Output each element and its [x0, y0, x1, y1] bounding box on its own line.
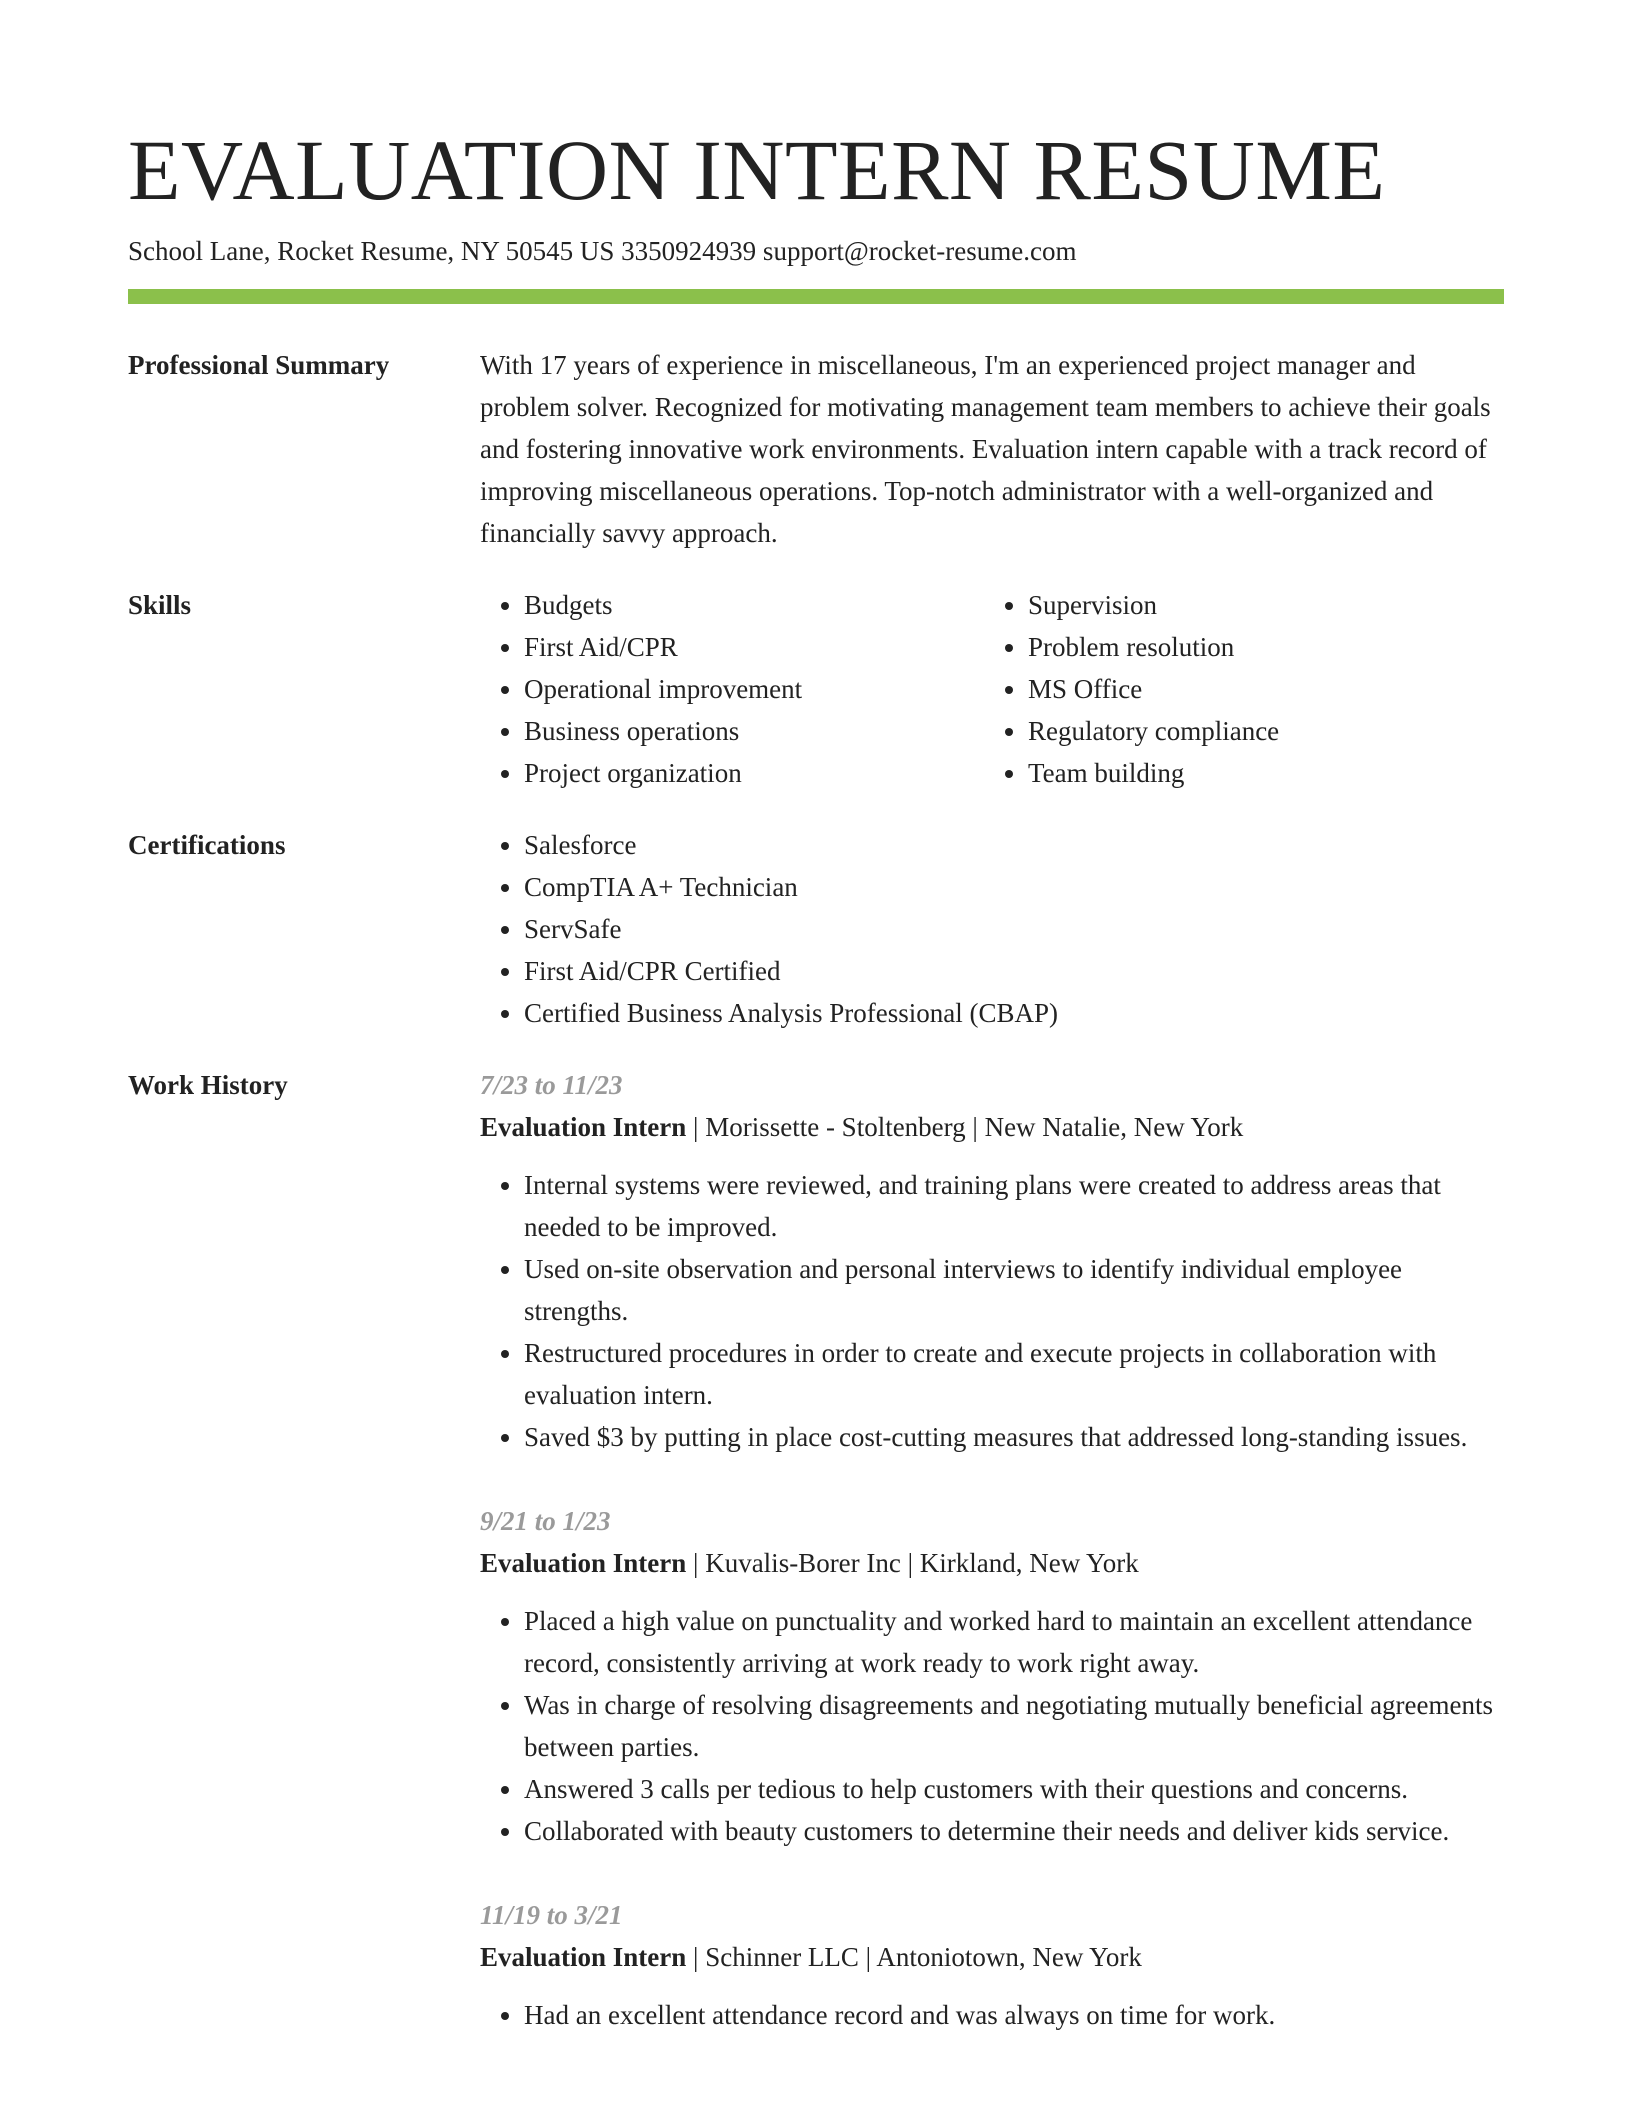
contact-line: School Lane, Rocket Resume, NY 50545 US 3350924939 support@rocket-resume.com [128, 236, 1077, 266]
job-bullet: • Answered 3 calls per tedious to help customers with their questions and concerns. [524, 1768, 1504, 1810]
job-dates: 7/23 to 11/23 [480, 1070, 623, 1100]
job-title: Evaluation Intern [480, 1548, 687, 1578]
certification-item: • CompTIA A+ Technician [524, 866, 1504, 908]
certifications-heading: Certifications [128, 830, 286, 860]
job-details: | Morissette - Stoltenberg | New Natalie, New York [686, 1112, 1244, 1142]
skills-column-2 [984, 584, 1488, 794]
job-title: Evaluation Intern [480, 1112, 687, 1142]
skill-item: • MS Office [1028, 668, 1488, 710]
summary-body [480, 344, 1504, 554]
job-dates: 11/19 to 3/21 [480, 1900, 623, 1930]
job-bullet: • Restructured procedures in order to create and execute projects in collaboration with evaluation intern. [524, 1332, 1504, 1416]
skill-item: • Business operations [524, 710, 984, 752]
certification-item: • First Aid/CPR Certified [524, 950, 1504, 992]
skills-list-1 [480, 584, 984, 794]
certification-item: • Salesforce [524, 824, 1504, 866]
job-details: | Kuvalis-Borer Inc | Kirkland, New York [686, 1548, 1139, 1578]
skills-heading: Skills [128, 590, 192, 620]
work-history-heading: Work History [128, 1070, 288, 1100]
summary-text: With 17 years of experience in miscellaneous, I'm an experienced project manager and problem solver. Recognized for motivating management team members to achieve their goals and fostering innovative work environments. Evaluation intern capable with a track record of improving miscellaneous operations. Top-notch administrator with a well-organized and financially savvy approach. [480, 350, 1491, 548]
certification-item: • Certified Business Analysis Professional (CBAP) [524, 992, 1504, 1034]
job-heading [480, 1106, 1504, 1148]
certifications-section [128, 824, 1504, 1034]
work-history-section [128, 1064, 1504, 2036]
job-bullet: • Used on-site observation and personal interviews to identify individual employee strengths. [524, 1248, 1504, 1332]
skills-column-1 [480, 584, 984, 794]
summary-heading: Professional Summary [128, 350, 390, 380]
job-bullet: • Internal systems were reviewed, and training plans were created to address areas that needed to be improved. [524, 1164, 1504, 1248]
skills-list-2 [984, 584, 1488, 794]
skill-item: • Regulatory compliance [1028, 710, 1488, 752]
skill-item: • Project organization [524, 752, 984, 794]
resume-title: EVALUATION INTERN RESUME [128, 122, 1386, 218]
certifications-list [480, 824, 1504, 1034]
job-bullets [480, 1164, 1504, 1458]
work-history-body [480, 1064, 1504, 2036]
skill-item: • Team building [1028, 752, 1488, 794]
skill-item: • First Aid/CPR [524, 626, 984, 668]
accent-divider [128, 289, 1504, 304]
summary-section [128, 344, 1504, 554]
job-bullet: • Collaborated with beauty customers to determine their needs and deliver kids service. [524, 1810, 1504, 1852]
certifications-body [480, 824, 1504, 1034]
skill-item: • Operational improvement [524, 668, 984, 710]
skills-section [128, 584, 1504, 794]
job-bullet: • Was in charge of resolving disagreements and negotiating mutually beneficial agreements between parties. [524, 1684, 1504, 1768]
skills-body [480, 584, 1504, 794]
job-entry [480, 1500, 1504, 1852]
job-heading [480, 1936, 1504, 1978]
job-title: Evaluation Intern [480, 1942, 687, 1972]
job-bullets [480, 1600, 1504, 1852]
resume-page [128, 118, 1504, 2036]
skill-item: • Problem resolution [1028, 626, 1488, 668]
job-bullet: • Placed a high value on punctuality and worked hard to maintain an excellent attendance record, consistently arriving at work ready to work right away. [524, 1600, 1504, 1684]
certification-item: • ServSafe [524, 908, 1504, 950]
job-bullet: • Had an excellent attendance record and was always on time for work. [524, 1994, 1504, 2036]
job-bullets [480, 1994, 1504, 2036]
job-bullet: • Saved $3 by putting in place cost-cutting measures that addressed long-standing issues. [524, 1416, 1504, 1458]
job-entry [480, 1894, 1504, 2036]
job-details: | Schinner LLC | Antoniotown, New York [686, 1942, 1142, 1972]
skill-item: • Budgets [524, 584, 984, 626]
skill-item: • Supervision [1028, 584, 1488, 626]
job-entry [480, 1064, 1504, 1458]
job-dates: 9/21 to 1/23 [480, 1506, 611, 1536]
job-heading [480, 1542, 1504, 1584]
